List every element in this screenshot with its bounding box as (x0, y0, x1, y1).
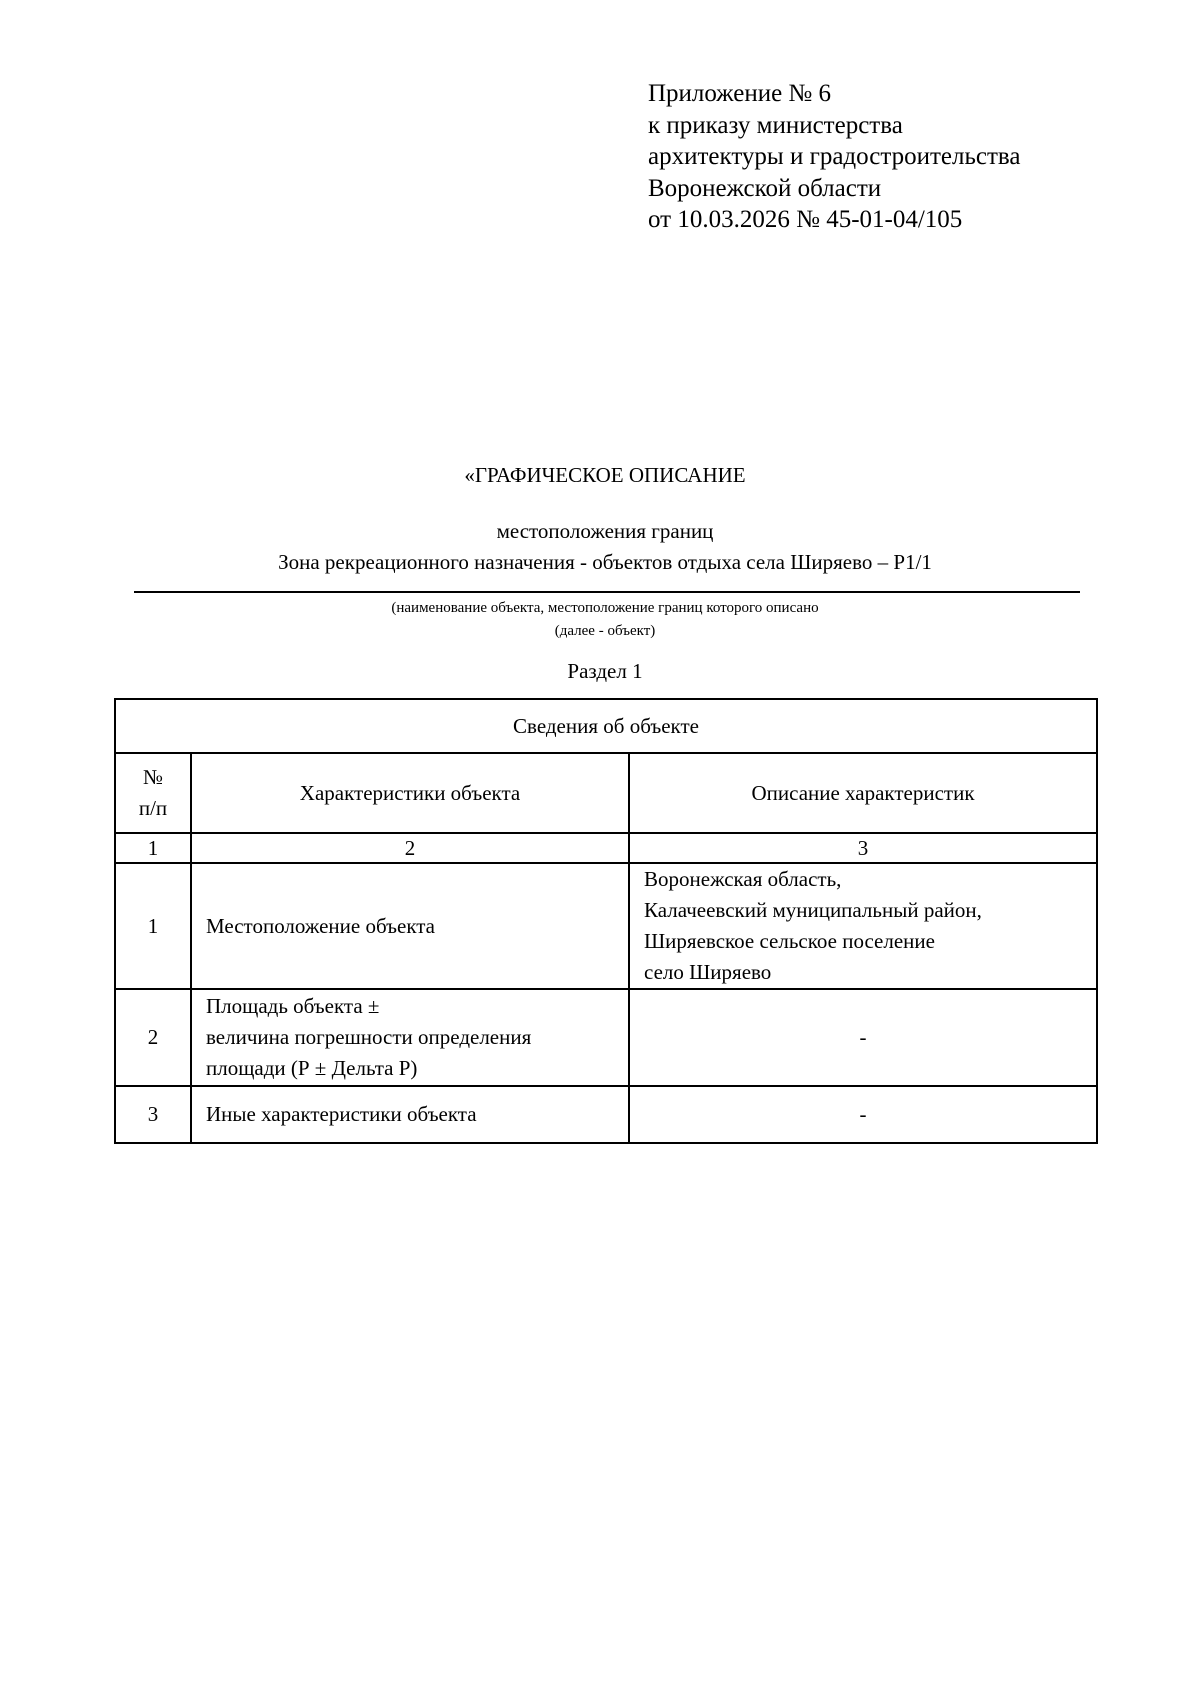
description-line: Ширяевское сельское поселение (644, 929, 935, 953)
subtitle-line: Зона рекреационного назначения - объектов отдыха села Ширяево – Р1/1 (278, 550, 932, 574)
characteristic-line: Площадь объекта ± (206, 994, 380, 1018)
appendix-block (648, 78, 1020, 236)
appendix-line: к приказу министерства (648, 111, 903, 139)
column-header-num-line1: № (142, 765, 164, 789)
object-caption (0, 597, 1200, 643)
row-characteristic (191, 863, 629, 989)
column-number: 2 (191, 833, 629, 863)
table-row (115, 1086, 1097, 1143)
characteristic-line: Местоположение объекта (206, 913, 436, 938)
appendix-line: Приложение № 6 (648, 80, 832, 107)
description-line: Воронежская область, (644, 867, 842, 891)
column-header-num (115, 753, 191, 833)
caption-line: (далее - объект) (554, 623, 656, 639)
characteristic-line: Иные характеристики объекта (206, 1102, 477, 1126)
subtitle-line: местоположения границ (496, 519, 714, 543)
row-number: 2 (115, 989, 191, 1086)
row-number: 1 (115, 863, 191, 989)
caption-line: (наименование объекта, местоположение границ которого описано (391, 600, 819, 616)
column-number-row (115, 833, 1097, 863)
underline-rule (134, 591, 1080, 593)
column-header-num-line2: п/п (138, 796, 168, 820)
column-header-characteristic: Характеристики объекта (191, 753, 629, 833)
row-number: 3 (115, 1086, 191, 1143)
document-subtitle (0, 516, 1200, 578)
characteristic-line: площади (Р ± Дельта Р) (206, 1056, 418, 1080)
row-description: - (629, 989, 1097, 1086)
table-header-cell: Сведения об объекте (115, 699, 1097, 753)
appendix-line: Воронежской области (648, 174, 882, 202)
appendix-line: от 10.03.2026 № 45-01-04/105 (648, 206, 963, 233)
appendix-line: архитектуры и градостроительства (648, 143, 1021, 170)
description-line: Калачеевский муниципальный район, (644, 898, 982, 922)
description-line: село Ширяево (644, 960, 772, 984)
table-row (115, 863, 1097, 989)
column-header-row (115, 753, 1097, 833)
row-description: - (629, 1086, 1097, 1143)
object-info-table (114, 698, 1098, 1144)
column-number: 3 (629, 833, 1097, 863)
section-label: Раздел 1 (567, 659, 643, 683)
characteristic-line: величина погрешности определения (206, 1025, 532, 1049)
row-characteristic (191, 989, 629, 1086)
table-row (115, 989, 1097, 1086)
table-header-row (115, 699, 1097, 753)
document-title: «ГРАФИЧЕСКОЕ ОПИСАНИЕ (464, 463, 746, 487)
row-characteristic (191, 1086, 629, 1143)
column-header-description: Описание характеристик (629, 753, 1097, 833)
row-description (629, 863, 1097, 989)
column-number: 1 (115, 833, 191, 863)
